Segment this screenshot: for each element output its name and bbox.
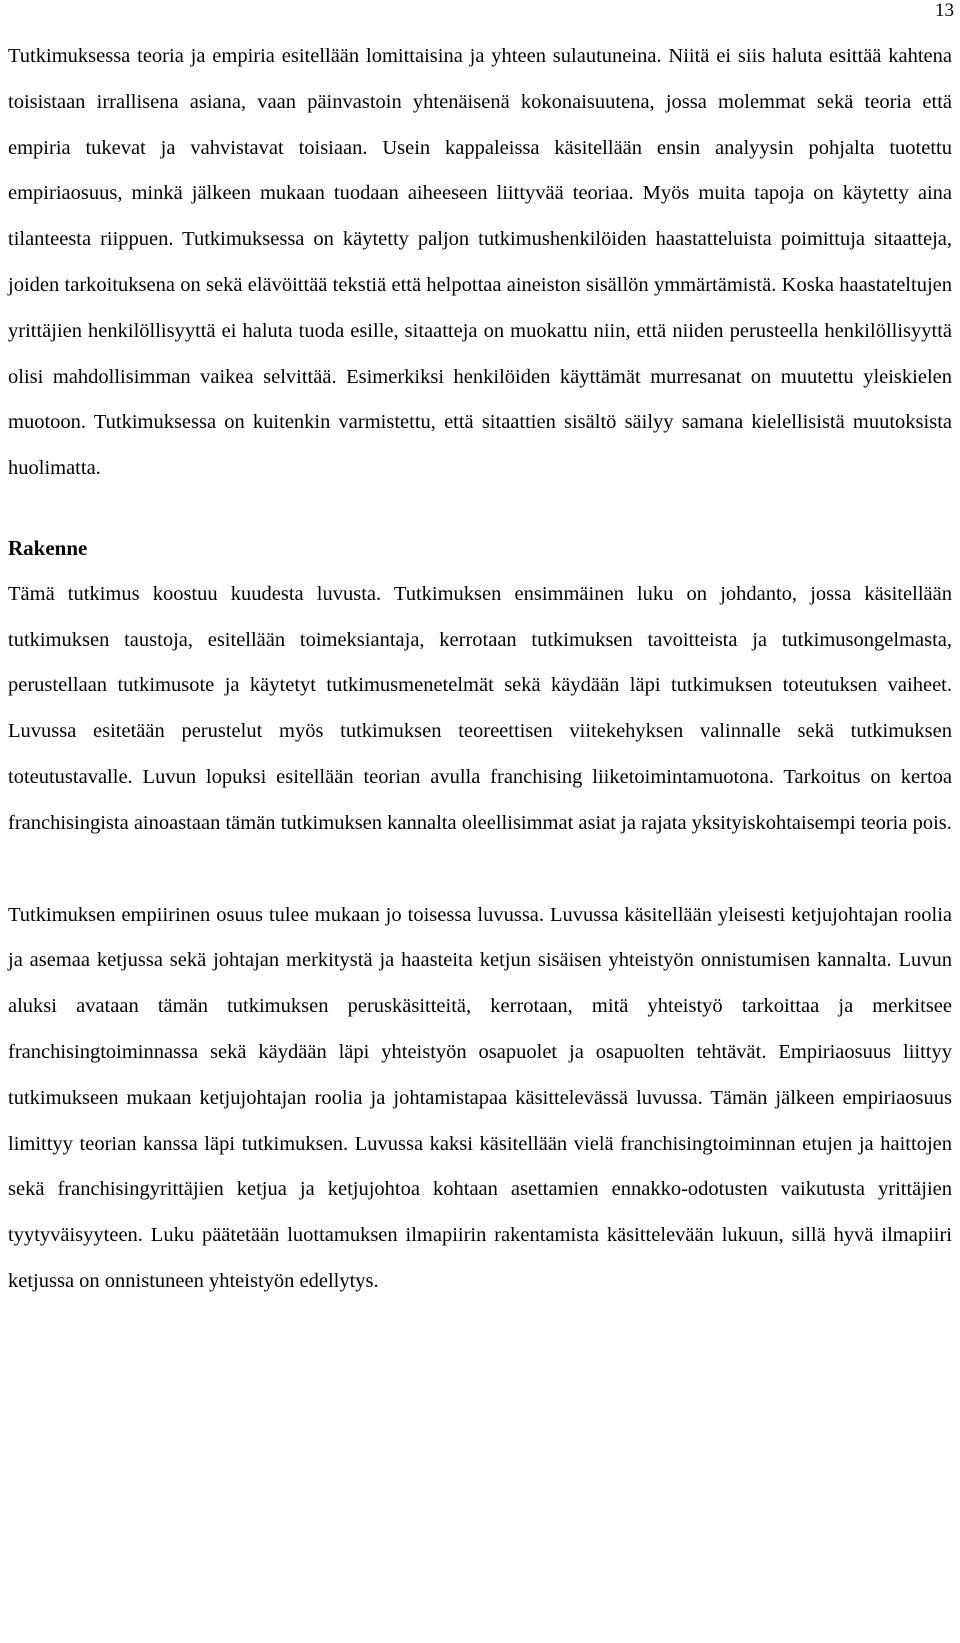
paragraph-spacer	[8, 847, 952, 893]
page-number: 13	[935, 0, 954, 21]
section-heading: Rakenne	[8, 535, 88, 560]
page-body	[8, 34, 952, 1305]
structure-paragraph-1: Tämä tutkimus koostuu kuudesta luvusta. Tutkimuksen ensimmäinen luku on johdanto, jossa käsitellään tutkimuksen taustoja, esitellään toimeksiantaja, kerrotaan tutkimuksen tavoitteista ja tutkimusongelmasta, perustellaan tutkimusote ja käytetyt tutkimusmenetelmät sekä käydään läpi tutkimuksen toteutuksen vaiheet. Luvussa esitetään perustelut myös tutkimuksen teoreettisen viitekehyksen valinnalle sekä tutkimuksen toteutustavalle. Luvun lopuksi esitellään teorian avulla franchising liiketoimintamuotona. Tarkoitus on kertoa franchisingista ainoastaan tämän tutkimuksen kannalta oleellisimmat asiat ja rajata yksityiskohtaisempi teoria pois.	[8, 582, 952, 834]
structure-paragraph-2: Tutkimuksen empiirinen osuus tulee mukaan jo toisessa luvussa. Luvussa käsitellään yleisesti ketjujohtajan roolia ja asemaa ketjussa sekä johtajan merkitystä ja haasteita ketjun sisäisen yhteistyön onnistumisen kannalta. Luvun aluksi avataan tämän tutkimuksen peruskäsitteitä, kerrotaan, mitä yhteistyö tarkoittaa ja merkitsee franchisingtoiminnassa sekä käydään läpi yhteistyön osapuolet ja osapuolten tehtävät. Empiriaosuus liittyy tutkimukseen mukaan ketjujohtajan roolia ja johtamistapaa käsittelevässä luvussa. Tämän jälkeen empiriaosuus limittyy teorian kanssa läpi tutkimuksen. Luvussa kaksi käsitellään vielä franchisingtoiminnan etujen ja haittojen sekä franchisingyrittäjien ketjua ja ketjujohtoa kohtaan asettamien ennakko-odotusten vaikutusta yrittäjien tyytyväisyyteen. Luku päätetään luottamuksen ilmapiirin rakentamista käsittelevään lukuun, sillä hyvä ilmapiiri ketjussa on onnistuneen yhteistyön edellytys.	[8, 903, 952, 1292]
intro-paragraph: Tutkimuksessa teoria ja empiria esitellään lomittaisina ja yhteen sulautuneina. Niitä ei siis haluta esittää kahtena toisistaan irrallisena asiana, vaan päinvastoin yhtenäisenä kokonaisuutena, jossa molemmat sekä teoria että empiria tukevat ja vahvistavat toisiaan. Usein kappaleissa käsitellään ensin analyysin pohjalta tuotettu empiriaosuus, minkä jälkeen mukaan tuodaan aiheeseen liittyvää teoriaa. Myös muita tapoja on käytetty aina tilanteesta riippuen. Tutkimuksessa on käytetty paljon tutkimushenkilöiden haastatteluista poimittuja sitaatteja, joiden tarkoituksena on sekä elävöittää tekstiä että helpottaa aineiston sisällön ymmärtämistä. Koska haastateltujen yrittäjien henkilöllisyyttä ei haluta tuoda esille, sitaatteja on muokattu niin, että niiden perusteella henkilöllisyyttä olisi mahdollisimman vaikea selvittää. Esimerkiksi henkilöiden käyttämät murresanat on muutettu yleiskielen muotoon. Tutkimuksessa on kuitenkin varmistettu, että sitaattien sisältö säilyy samana kielellisistä muutoksista huolimatta.	[8, 45, 952, 480]
